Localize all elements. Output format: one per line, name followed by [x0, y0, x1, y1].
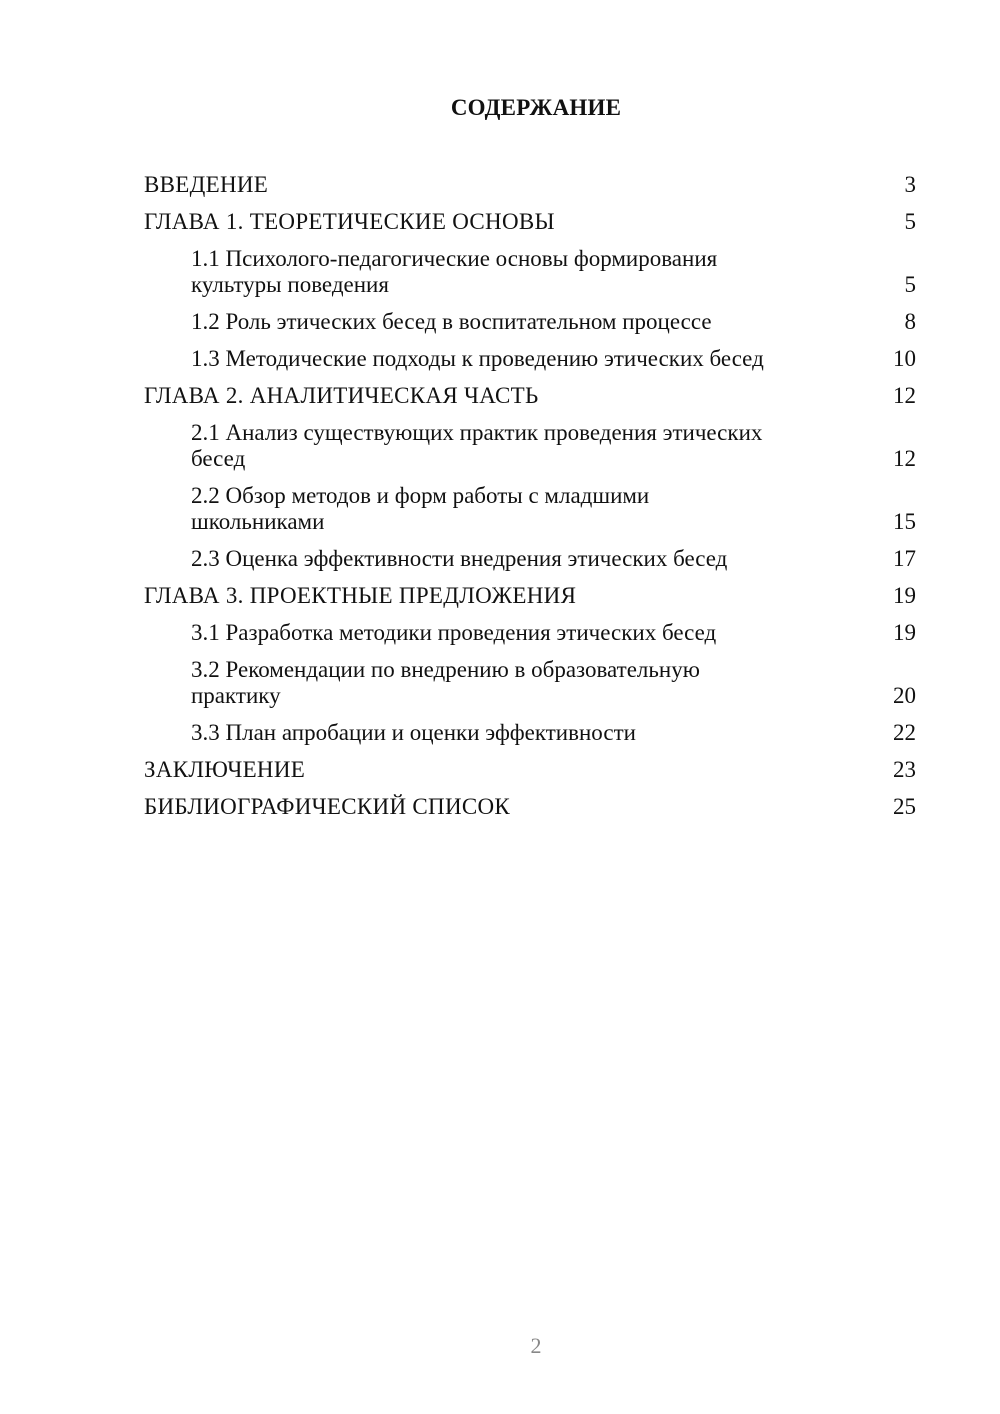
toc-entry-page: 5 [904, 209, 916, 234]
toc-entry-conclusion[interactable] [144, 753, 920, 790]
toc-entry-title: 1.1 Психолого-педагогические основы формирования культуры поведения [191, 246, 718, 297]
page-number: 2 [530, 1333, 542, 1358]
toc-entry-page: 22 [893, 720, 916, 745]
toc-entry-introduction[interactable] [144, 168, 920, 205]
toc-entry-title: 2.3 Оценка эффективности внедрения этических бесед [191, 546, 728, 571]
toc-entry-bibliography[interactable] [144, 790, 920, 827]
toc-entry-page: 23 [893, 757, 916, 782]
toc-entry-page: 15 [893, 509, 916, 534]
toc-entry-title: 2.2 Обзор методов и форм работы с младшими школьниками [191, 483, 650, 534]
toc-entry-section-2-3[interactable] [144, 542, 920, 579]
toc-entry-chapter-1[interactable] [144, 205, 920, 242]
toc-entry-title: 2.1 Анализ существующих практик проведения этических бесед [191, 420, 763, 471]
toc-entry-page: 25 [893, 794, 916, 819]
toc-entry-page: 8 [904, 309, 916, 334]
page-title: СОДЕРЖАНИЕ [450, 95, 622, 120]
toc-entry-section-2-1[interactable] [144, 416, 920, 479]
toc-entry-title: 1.2 Роль этических бесед в воспитательном процессе [191, 309, 712, 334]
toc-entry-title: 3.2 Рекомендации по внедрению в образовательную практику [191, 657, 700, 708]
toc-entry-title: БИБЛИОГРАФИЧЕСКИЙ СПИСОК [144, 794, 511, 819]
toc-entry-section-3-1[interactable] [144, 616, 920, 653]
toc-entry-section-1-2[interactable] [144, 305, 920, 342]
toc-entry-title: 1.3 Методические подходы к проведению этических бесед [191, 346, 764, 371]
toc-entry-page: 12 [893, 446, 916, 471]
toc-entry-page: 3 [904, 172, 916, 197]
toc-entry-section-3-2[interactable] [144, 653, 920, 716]
toc-entry-title: ГЛАВА 1. ТЕОРЕТИЧЕСКИЕ ОСНОВЫ [144, 209, 555, 234]
toc-entry-title: ВВЕДЕНИЕ [144, 172, 269, 197]
toc-entry-title: ЗАКЛЮЧЕНИЕ [144, 757, 306, 782]
toc-entry-page: 10 [893, 346, 916, 371]
toc-entry-title: ГЛАВА 3. ПРОЕКТНЫЕ ПРЕДЛОЖЕНИЯ [144, 583, 577, 608]
toc-entry-section-2-2[interactable] [144, 479, 920, 542]
toc-entry-page: 17 [893, 546, 916, 571]
toc-entry-page: 5 [904, 272, 916, 297]
toc-entry-title: 3.3 План апробации и оценки эффективности [191, 720, 636, 745]
toc-entry-page: 19 [893, 620, 916, 645]
toc-entry-page: 19 [893, 583, 916, 608]
toc-entry-title: ГЛАВА 2. АНАЛИТИЧЕСКАЯ ЧАСТЬ [144, 383, 539, 408]
toc-entry-section-1-1[interactable] [144, 242, 920, 305]
table-of-contents [144, 168, 920, 827]
toc-entry-title: 3.1 Разработка методики проведения этических бесед [191, 620, 717, 645]
toc-entry-section-1-3[interactable] [144, 342, 920, 379]
toc-entry-chapter-2[interactable] [144, 379, 920, 416]
toc-entry-chapter-3[interactable] [144, 579, 920, 616]
toc-entry-section-3-3[interactable] [144, 716, 920, 753]
toc-entry-page: 20 [893, 683, 916, 708]
toc-entry-page: 12 [893, 383, 916, 408]
